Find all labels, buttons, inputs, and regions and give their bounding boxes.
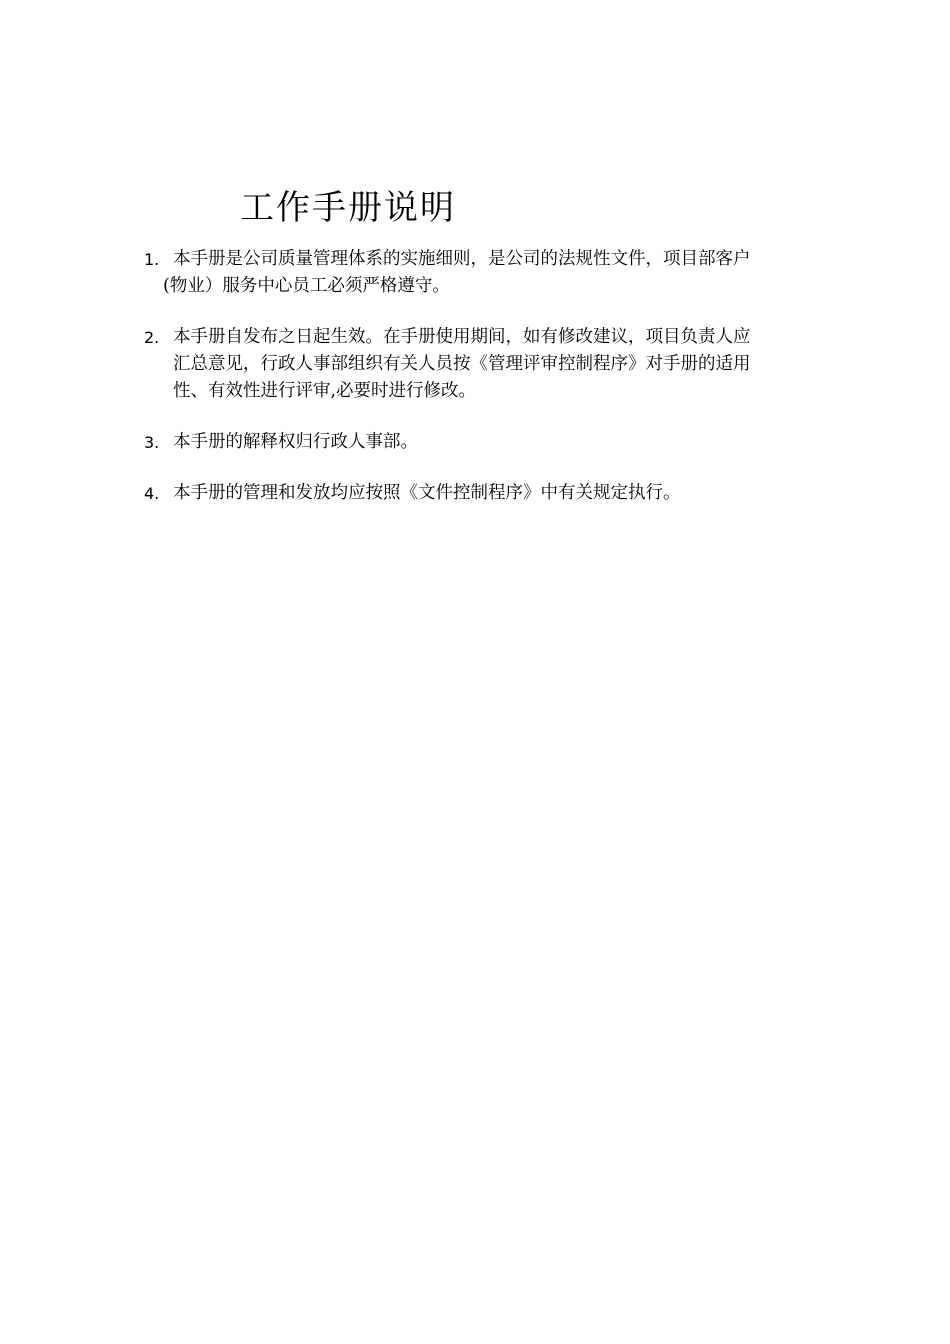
list-item-text xyxy=(173,480,810,507)
list-item-line: 本手册的解释权归行政人事部。 xyxy=(173,432,418,452)
list-item-number: 4. xyxy=(144,484,160,503)
list-item xyxy=(142,324,810,405)
list-item xyxy=(142,246,810,300)
list-item-line: 本手册是公司质量管理体系的实施细则，是公司的法规性文件，项目部客户 xyxy=(173,249,751,269)
page-title: 工作手册说明 xyxy=(240,188,456,228)
list-item-number: 2. xyxy=(144,328,160,347)
list-item-number: 3. xyxy=(144,433,160,452)
instruction-list xyxy=(142,246,810,527)
list-item-line: (物业）服务中心员工必须严格遵守。 xyxy=(163,276,450,296)
list-item-number: 1. xyxy=(144,250,160,269)
list-item-text xyxy=(173,324,810,405)
list-item xyxy=(142,480,810,507)
list-item-line: 汇总意见，行政人事部组织有关人员按《管理评审控制程序》对手册的适用 xyxy=(173,354,751,374)
list-item-line: 性、有效性进行评审,必要时进行修改。 xyxy=(173,381,477,401)
list-item-text xyxy=(163,246,810,300)
list-item-text xyxy=(173,429,810,456)
list-item-line: 本手册的管理和发放均应按照《文件控制程序》中有关规定执行。 xyxy=(173,483,681,503)
list-item-line: 本手册自发布之日起生效。在手册使用期间，如有修改建议，项目负责人应 xyxy=(173,327,751,347)
list-item xyxy=(142,429,810,456)
